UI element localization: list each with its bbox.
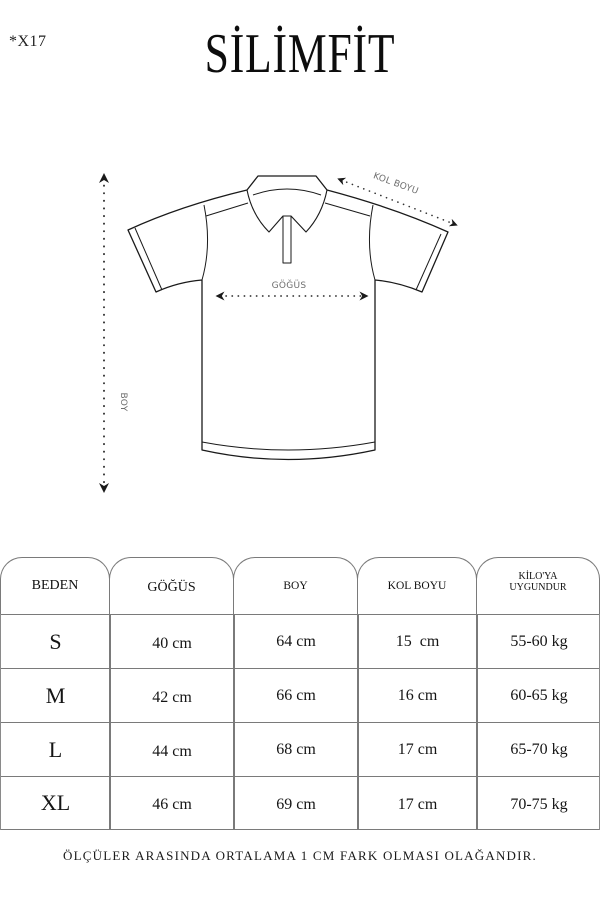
size-chart-table: [0, 557, 600, 831]
cell-sleeve: 15 cm: [395, 632, 440, 650]
cell-weight: 65-70 kg: [510, 740, 568, 758]
table-row-xl: [1, 776, 599, 830]
length-label: BOY: [118, 392, 128, 412]
cell-size: M: [45, 682, 66, 708]
header-length: [233, 557, 358, 614]
cell-length: 66 cm: [276, 686, 316, 704]
header-weight-label-line1: KİLO'YA: [518, 571, 558, 582]
cell-length: 64 cm: [276, 632, 316, 650]
cell-length: 69 cm: [276, 796, 316, 813]
shirt-outline-icon: [128, 176, 448, 460]
table-body: [0, 614, 600, 830]
header-weight: [476, 557, 600, 614]
sleeve-label: KOL BOYU: [371, 171, 420, 197]
cell-chest: 44 cm: [152, 742, 192, 760]
header-weight-label-line2: UYGUNDUR: [509, 582, 567, 593]
brand-title: SİLİMFİT: [204, 23, 396, 85]
cell-weight: 55-60 kg: [510, 632, 568, 650]
cell-size: S: [49, 628, 62, 654]
cell-sleeve: 16 cm: [397, 686, 438, 704]
table-row-m: [1, 668, 599, 722]
table-row-l: [1, 722, 599, 776]
header-sleeve-label: KOL BOYU: [387, 580, 447, 592]
header-chest-label: GÖĞÜS: [147, 580, 196, 595]
header-size: [0, 557, 110, 614]
cell-length: 68 cm: [276, 740, 316, 758]
product-code: *X17: [9, 33, 47, 50]
cell-chest: 46 cm: [152, 796, 192, 813]
table-row-s: [1, 614, 599, 668]
header-length-label: BOY: [283, 580, 308, 592]
cell-sleeve: 17 cm: [397, 796, 438, 813]
cell-weight: 60-65 kg: [510, 686, 568, 704]
cell-chest: 42 cm: [152, 688, 192, 706]
cell-weight: 70-75 kg: [510, 796, 568, 813]
header-size-label: BEDEN: [31, 578, 79, 593]
table-header-row: [0, 557, 600, 614]
cell-size: L: [48, 736, 63, 762]
cell-size: XL: [40, 790, 71, 815]
cell-chest: 40 cm: [152, 634, 192, 652]
measurement-disclaimer: ÖLÇÜLER ARASINDA ORTALAMA 1 CM FARK OLMASI OLAĞANDIR.: [63, 848, 537, 863]
cell-sleeve: 17 cm: [397, 740, 438, 758]
header-chest: [109, 557, 234, 614]
chest-label: GÖĞÜS: [271, 281, 307, 291]
header-sleeve: [357, 557, 477, 614]
